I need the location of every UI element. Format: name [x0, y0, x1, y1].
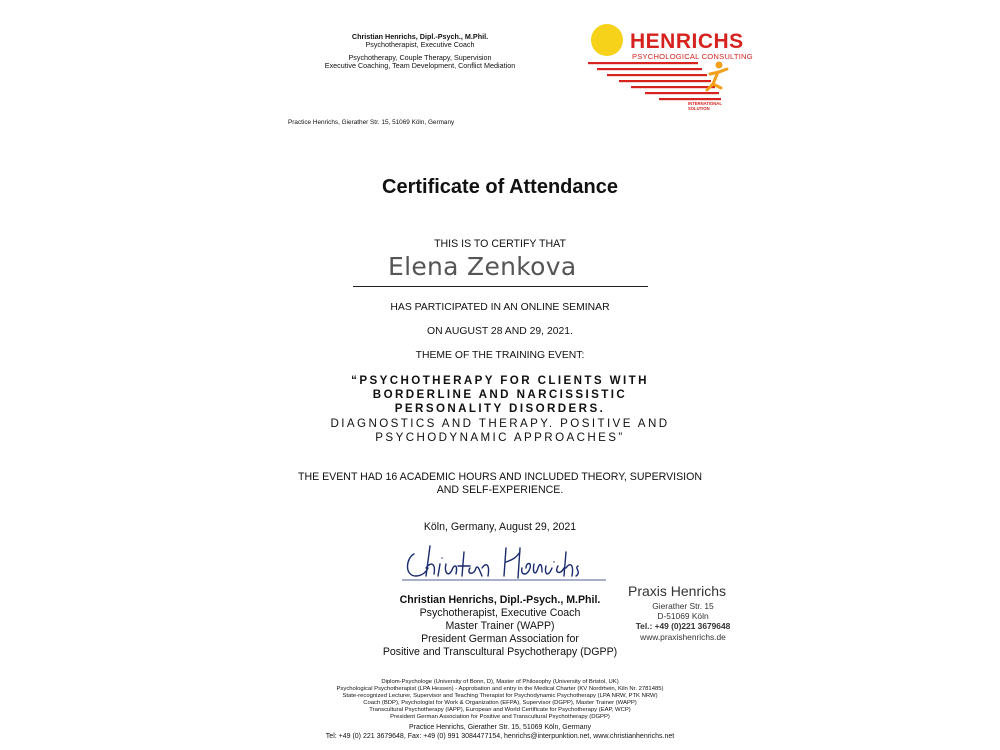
theme-line-5: PSYCHODYNAMIC APPROACHES”: [375, 431, 625, 444]
place-date: Köln, Germany, August 29, 2021: [423, 521, 577, 533]
header-name: Christian Henrichs, Dipl.-Psych., M.Phil.: [351, 32, 489, 41]
signature-image: [400, 538, 610, 588]
stairs-icon: [588, 62, 721, 100]
header-services-2: Executive Coaching, Team Development, Conflict Mediation: [324, 61, 516, 70]
stamp-name: Praxis Henrichs: [628, 583, 727, 599]
signatory-title-4: Positive and Transcultural Psychotherapy (DGPP): [382, 646, 618, 658]
logo-foot-line2: SOLUTION: [688, 106, 710, 111]
dates-text: ON AUGUST 28 AND 29, 2021.: [427, 326, 573, 337]
theme-label: THEME OF THE TRAINING EVENT:: [415, 350, 585, 361]
theme-line-1: “PSYCHOTHERAPY FOR CLIENTS WITH: [351, 374, 649, 387]
footer-line-3: State-recognized Lecturer, Supervisor and Teaching Therapist for Psychodynamic Psychotherapy (LPA NRW, PTK NRW): [342, 693, 658, 699]
logo-foot: [688, 101, 722, 111]
recipient-underline: [353, 286, 648, 287]
stamp-street: Gierather Str. 15: [652, 601, 714, 611]
signatory-title-1: Psychotherapist, Executive Coach: [419, 607, 581, 619]
sun-icon: [591, 24, 623, 56]
footer-line-1: Diplom-Psychologe (University of Bonn, D), Master of Philosophy (University of Bristol, UK): [381, 679, 619, 685]
theme-line-2: BORDERLINE AND NARCISSISTIC: [372, 388, 628, 401]
stamp-web: www.praxishenrichs.de: [640, 632, 726, 642]
header-address: Practice Henrichs, Gierather Str. 15, 51069 Köln, Germany: [288, 119, 455, 126]
logo-foot-line1: INTERNATIONAL: [688, 101, 722, 106]
theme-line-4: DIAGNOSTICS AND THERAPY. POSITIVE AND: [330, 417, 670, 430]
signatory-title-3: President German Association for: [421, 633, 579, 645]
recipient-name: Elena Zenkova: [388, 252, 577, 281]
logo-tagline: PSYCHOLOGICAL CONSULTING: [632, 52, 753, 61]
signatory-name: Christian Henrichs, Dipl.-Psych., M.Phil.: [399, 594, 601, 606]
stamp-tel: Tel.: +49 (0)221 3679648: [635, 621, 731, 631]
footer-line-4: Coach (BDP), Psychologist for Work & Organization (EFPA), Supervisor (DGPP), Master Trainer (WAPP): [363, 700, 637, 706]
theme-line-3: PERSONALITY DISORDERS.: [394, 402, 606, 415]
stamp-city: D-51069 Köln: [657, 611, 709, 621]
certify-text: THIS IS TO CERTIFY THAT: [434, 238, 566, 250]
header-services-1: Psychotherapy, Couple Therapy, Supervision: [348, 53, 492, 62]
footer-contact: Tel: +49 (0) 221 3679648, Fax: +49 (0) 991 3084477154, henrichs@interpunktion.net, www.christianhenrichs.net: [325, 733, 675, 740]
header-subtitle: Psychotherapist, Executive Coach: [365, 40, 475, 49]
signatory-title-2: Master Trainer (WAPP): [445, 620, 555, 632]
certificate-title: Certificate of Attendance: [382, 176, 618, 198]
footer-line-5: Transcultural Psychotherapy (IAPP), European and World Certificate for Psychotherapy (EAP, WCP): [369, 707, 631, 713]
event-text-1: THE EVENT HAD 16 ACADEMIC HOURS AND INCLUDED THEORY, SUPERVISION: [297, 471, 703, 483]
event-text-2: AND SELF-EXPERIENCE.: [436, 484, 564, 496]
footer-address: Practice Henrichs, Gierather Str. 15, 51069 Köln, Germany: [408, 724, 592, 731]
participation-text: HAS PARTICIPATED IN AN ONLINE SEMINAR: [390, 302, 610, 313]
footer-line-6: President German Association for Positive and Transcultural Psychotherapy (DGPP): [390, 714, 610, 720]
logo-brand: HENRICHS: [630, 30, 744, 53]
figure-icon: [707, 62, 727, 91]
footer-line-2: Psychological Psychotherapist (LPA Hessen) - Approbation and entry in the Medical Charter (KV Nordrhein, Kiln Nr. 2781485): [336, 686, 664, 692]
